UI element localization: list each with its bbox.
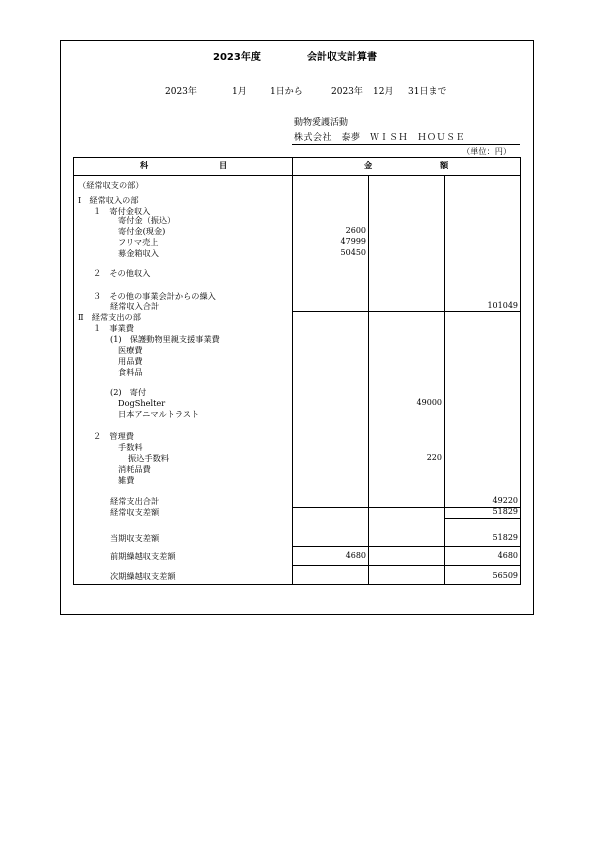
row-expense-section: Ⅱ 経常支出の部 xyxy=(78,312,141,322)
row-income-total: 経常収入合計 xyxy=(110,301,160,311)
row-transfer-fee: 振込手数料 xyxy=(128,453,169,463)
amount-income-total: 101049 xyxy=(487,301,518,310)
row-other-income: ２ その他収入 xyxy=(93,268,151,278)
fiscal-year: 2023年度 xyxy=(213,52,261,63)
col-subject-a: 科 xyxy=(140,160,149,170)
row-donation-box: 募金箱収入 xyxy=(118,248,159,258)
amount-next-carryover: 56509 xyxy=(492,571,518,580)
row-flea-market: フリマ売上 xyxy=(118,237,159,247)
row-dogshelter: DogShelter xyxy=(118,398,166,408)
amount-transfer-fee: 220 xyxy=(426,453,442,462)
amount-flea-market: 47999 xyxy=(340,237,366,246)
col-subject-b: 目 xyxy=(219,160,228,170)
amount-expense-total: 49220 xyxy=(492,496,518,505)
row-donation-given: (2) 寄付 xyxy=(110,387,147,397)
amount-prior-carryover-1: 4680 xyxy=(345,551,366,560)
row-admin-expense: ２ 管理費 xyxy=(93,431,134,441)
row-prior-carryover: 前期繰越収支差額 xyxy=(110,551,176,561)
activity-name: 動物愛護活動 xyxy=(294,118,349,128)
row-consumables: 消耗品費 xyxy=(118,464,151,474)
row-income-section: Ⅰ 経常収入の部 xyxy=(78,195,139,205)
amount-cash-donation: 2600 xyxy=(345,226,366,235)
period-start-day: 1日から xyxy=(270,87,303,97)
amount-prior-carryover-4: 4680 xyxy=(497,551,518,560)
unit-label: （単位：円） xyxy=(462,146,512,156)
period-end-year: 2023年 xyxy=(331,87,363,97)
col-amount-b: 額 xyxy=(440,160,449,170)
row-food: 食料品 xyxy=(118,367,143,377)
amount-ordinary-balance: 51829 xyxy=(492,507,518,516)
row-section-header: （経常収支の部） xyxy=(78,180,144,190)
document-title: 会計収支計算書 xyxy=(307,52,377,63)
row-period-balance: 当期収支差額 xyxy=(110,533,160,543)
period-start-month: 1月 xyxy=(232,87,247,97)
row-other-transfer: ３ その他の事業会計からの繰入 xyxy=(93,291,216,301)
amount-dogshelter: 49000 xyxy=(416,398,442,407)
row-ordinary-balance: 経常収支差額 xyxy=(110,507,160,517)
row-donation-transfer: 寄付金（振込） xyxy=(118,215,176,225)
row-supplies: 用品費 xyxy=(118,356,143,366)
amount-period-balance: 51829 xyxy=(492,533,518,542)
row-medical: 医療費 xyxy=(118,345,143,355)
row-misc: 雑費 xyxy=(118,475,135,485)
org-underline xyxy=(292,144,520,145)
row-next-carryover: 次期繰越収支差額 xyxy=(110,571,176,581)
col-amount-a: 金 xyxy=(364,160,373,170)
amount-donation-box: 50450 xyxy=(340,248,366,257)
row-donation-cash: 寄付金(現金) xyxy=(118,226,166,236)
row-animal-trust: 日本アニマルトラスト xyxy=(118,409,200,419)
period-end-day: 31日まで xyxy=(408,87,447,97)
period-end-month: 12月 xyxy=(373,87,394,97)
period-start-year: 2023年 xyxy=(165,87,197,97)
row-foster-support: (1) 保護動物里親支援事業費 xyxy=(110,334,220,344)
row-business-expense: １ 事業費 xyxy=(93,323,134,333)
organization-name: 株式会社 泰夢 ＷＩＳＨ ＨＯＵＳＥ xyxy=(294,133,466,143)
row-expense-total: 経常支出合計 xyxy=(110,496,160,506)
row-donation-income: １ 寄付金収入 xyxy=(93,206,151,216)
row-fees: 手数料 xyxy=(118,442,143,452)
